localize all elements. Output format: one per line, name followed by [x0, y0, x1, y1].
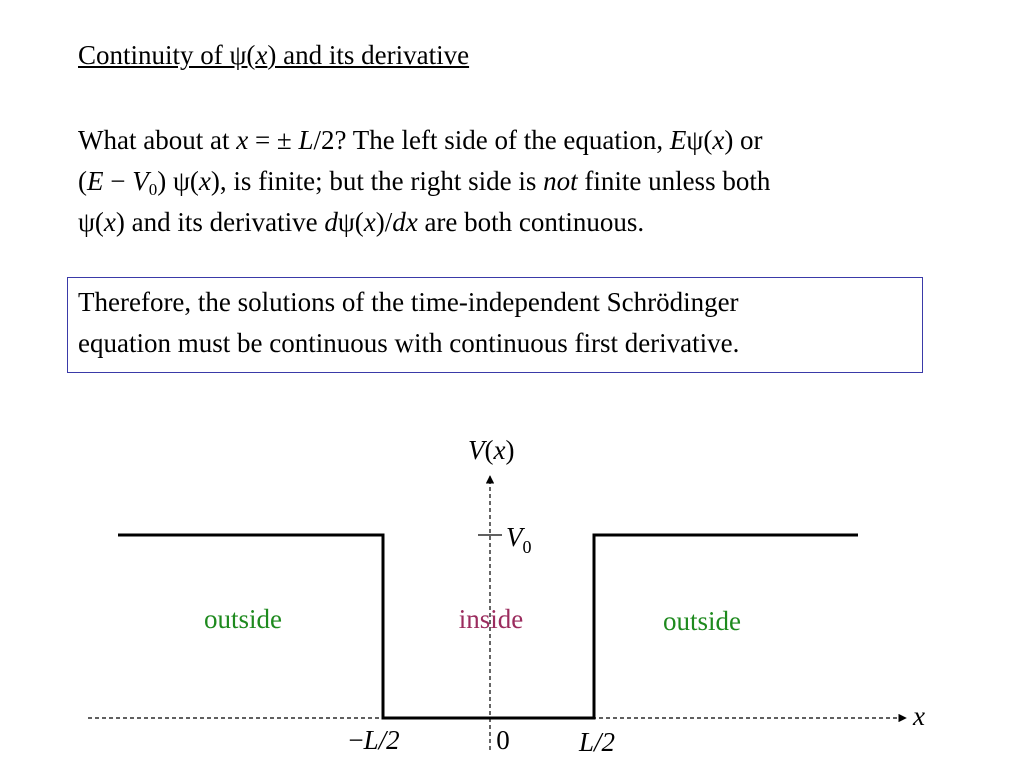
tick-label-zero: 0	[496, 725, 510, 755]
tick-label-minus-half-L: −L/2	[348, 725, 400, 755]
tick-label-plus-half-L: L/2	[578, 727, 616, 757]
paragraph-line-3: ψ(x) and its derivative dψ(x)/dx are both continuous.	[78, 207, 645, 237]
region-label-inside: inside	[458, 604, 524, 634]
paragraph-line-2: $(E - V_0)$ ψ(x), is finite; but the right side is not finite unless both	[78, 166, 771, 199]
slide-title: Continuity of ψ(x) and its derivative	[78, 40, 470, 70]
region-label-outside-right: outside	[663, 606, 741, 636]
region-label-outside-left: outside	[204, 604, 282, 634]
paragraph-line-1: What about at x = ± L/2? The left side of the equation, Eψ(x) or	[78, 125, 763, 155]
x-axis-label: x	[913, 701, 925, 731]
v0-label: $V_0$	[506, 522, 532, 557]
callout-line-1: Therefore, the solutions of the time-independent Schrödinger	[78, 287, 739, 317]
callout-line-2: equation must be continuous with continuous first derivative.	[78, 328, 740, 358]
y-axis-label: V(x)	[468, 435, 515, 465]
